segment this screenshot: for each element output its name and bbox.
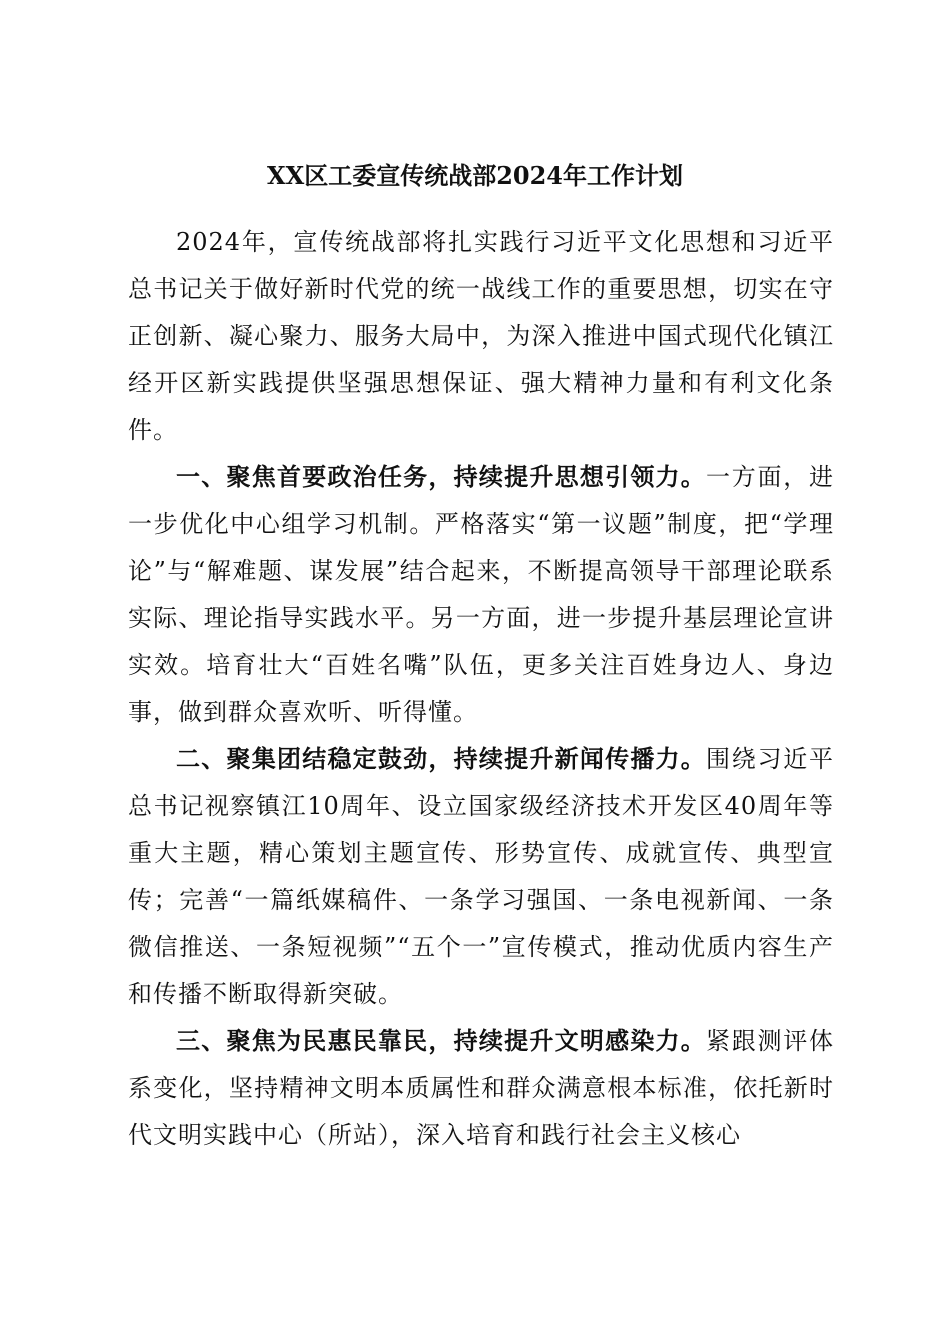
- section-heading: 二、聚集团结稳定鼓劲，持续提升新闻传播力。: [176, 745, 707, 773]
- paragraph-text: 一方面，进一步优化中心组学习机制。严格落实“第一议题”制度，把“学理论”与“解难题、谋发展”结合起来，不断提高领导干部理论联系实际、理论指导实践水平。另一方面，进一步提升基层理论宣讲实效。培育壮大“百姓名嘴”队伍，更多关注百姓身边人、身边事，做到群众喜欢听、听得懂。: [128, 463, 835, 726]
- paragraph-section-2: [128, 736, 834, 1018]
- section-heading: 三、聚焦为民惠民靠民，持续提升文明感染力。: [176, 1027, 707, 1055]
- document-body: [128, 219, 834, 1159]
- paragraph-intro: [128, 219, 834, 454]
- document-title: XX区工委宣传统战部2024年工作计划: [266, 161, 684, 190]
- paragraph-section-1: [128, 454, 834, 736]
- paragraph-text: 2024年，宣传统战部将扎实践行习近平文化思想和习近平总书记关于做好新时代党的统一战线工作的重要思想，切实在守正创新、凝心聚力、服务大局中，为深入推进中国式现代化镇江经开区新实践提供坚强思想保证、强大精神力量和有利文化条件。: [128, 228, 834, 444]
- paragraph-text: 围绕习近平总书记视察镇江10周年、设立国家级经济技术开发区40周年等重大主题，精心策划主题宣传、形势宣传、成就宣传、典型宣传；完善“一篇纸媒稿件、一条学习强国、一条电视新闻、一条微信推送、一条短视频”“五个一”宣传模式，推动优质内容生产和传播不断取得新突破。: [128, 745, 835, 1008]
- section-heading: 一、聚焦首要政治任务，持续提升思想引领力。: [176, 463, 707, 491]
- paragraph-text: 紧跟测评体系变化，坚持精神文明本质属性和群众满意根本标准，依托新时代文明实践中心（所站），深入培育和践行社会主义核心: [128, 1027, 835, 1149]
- paragraph-section-3: [128, 1018, 834, 1159]
